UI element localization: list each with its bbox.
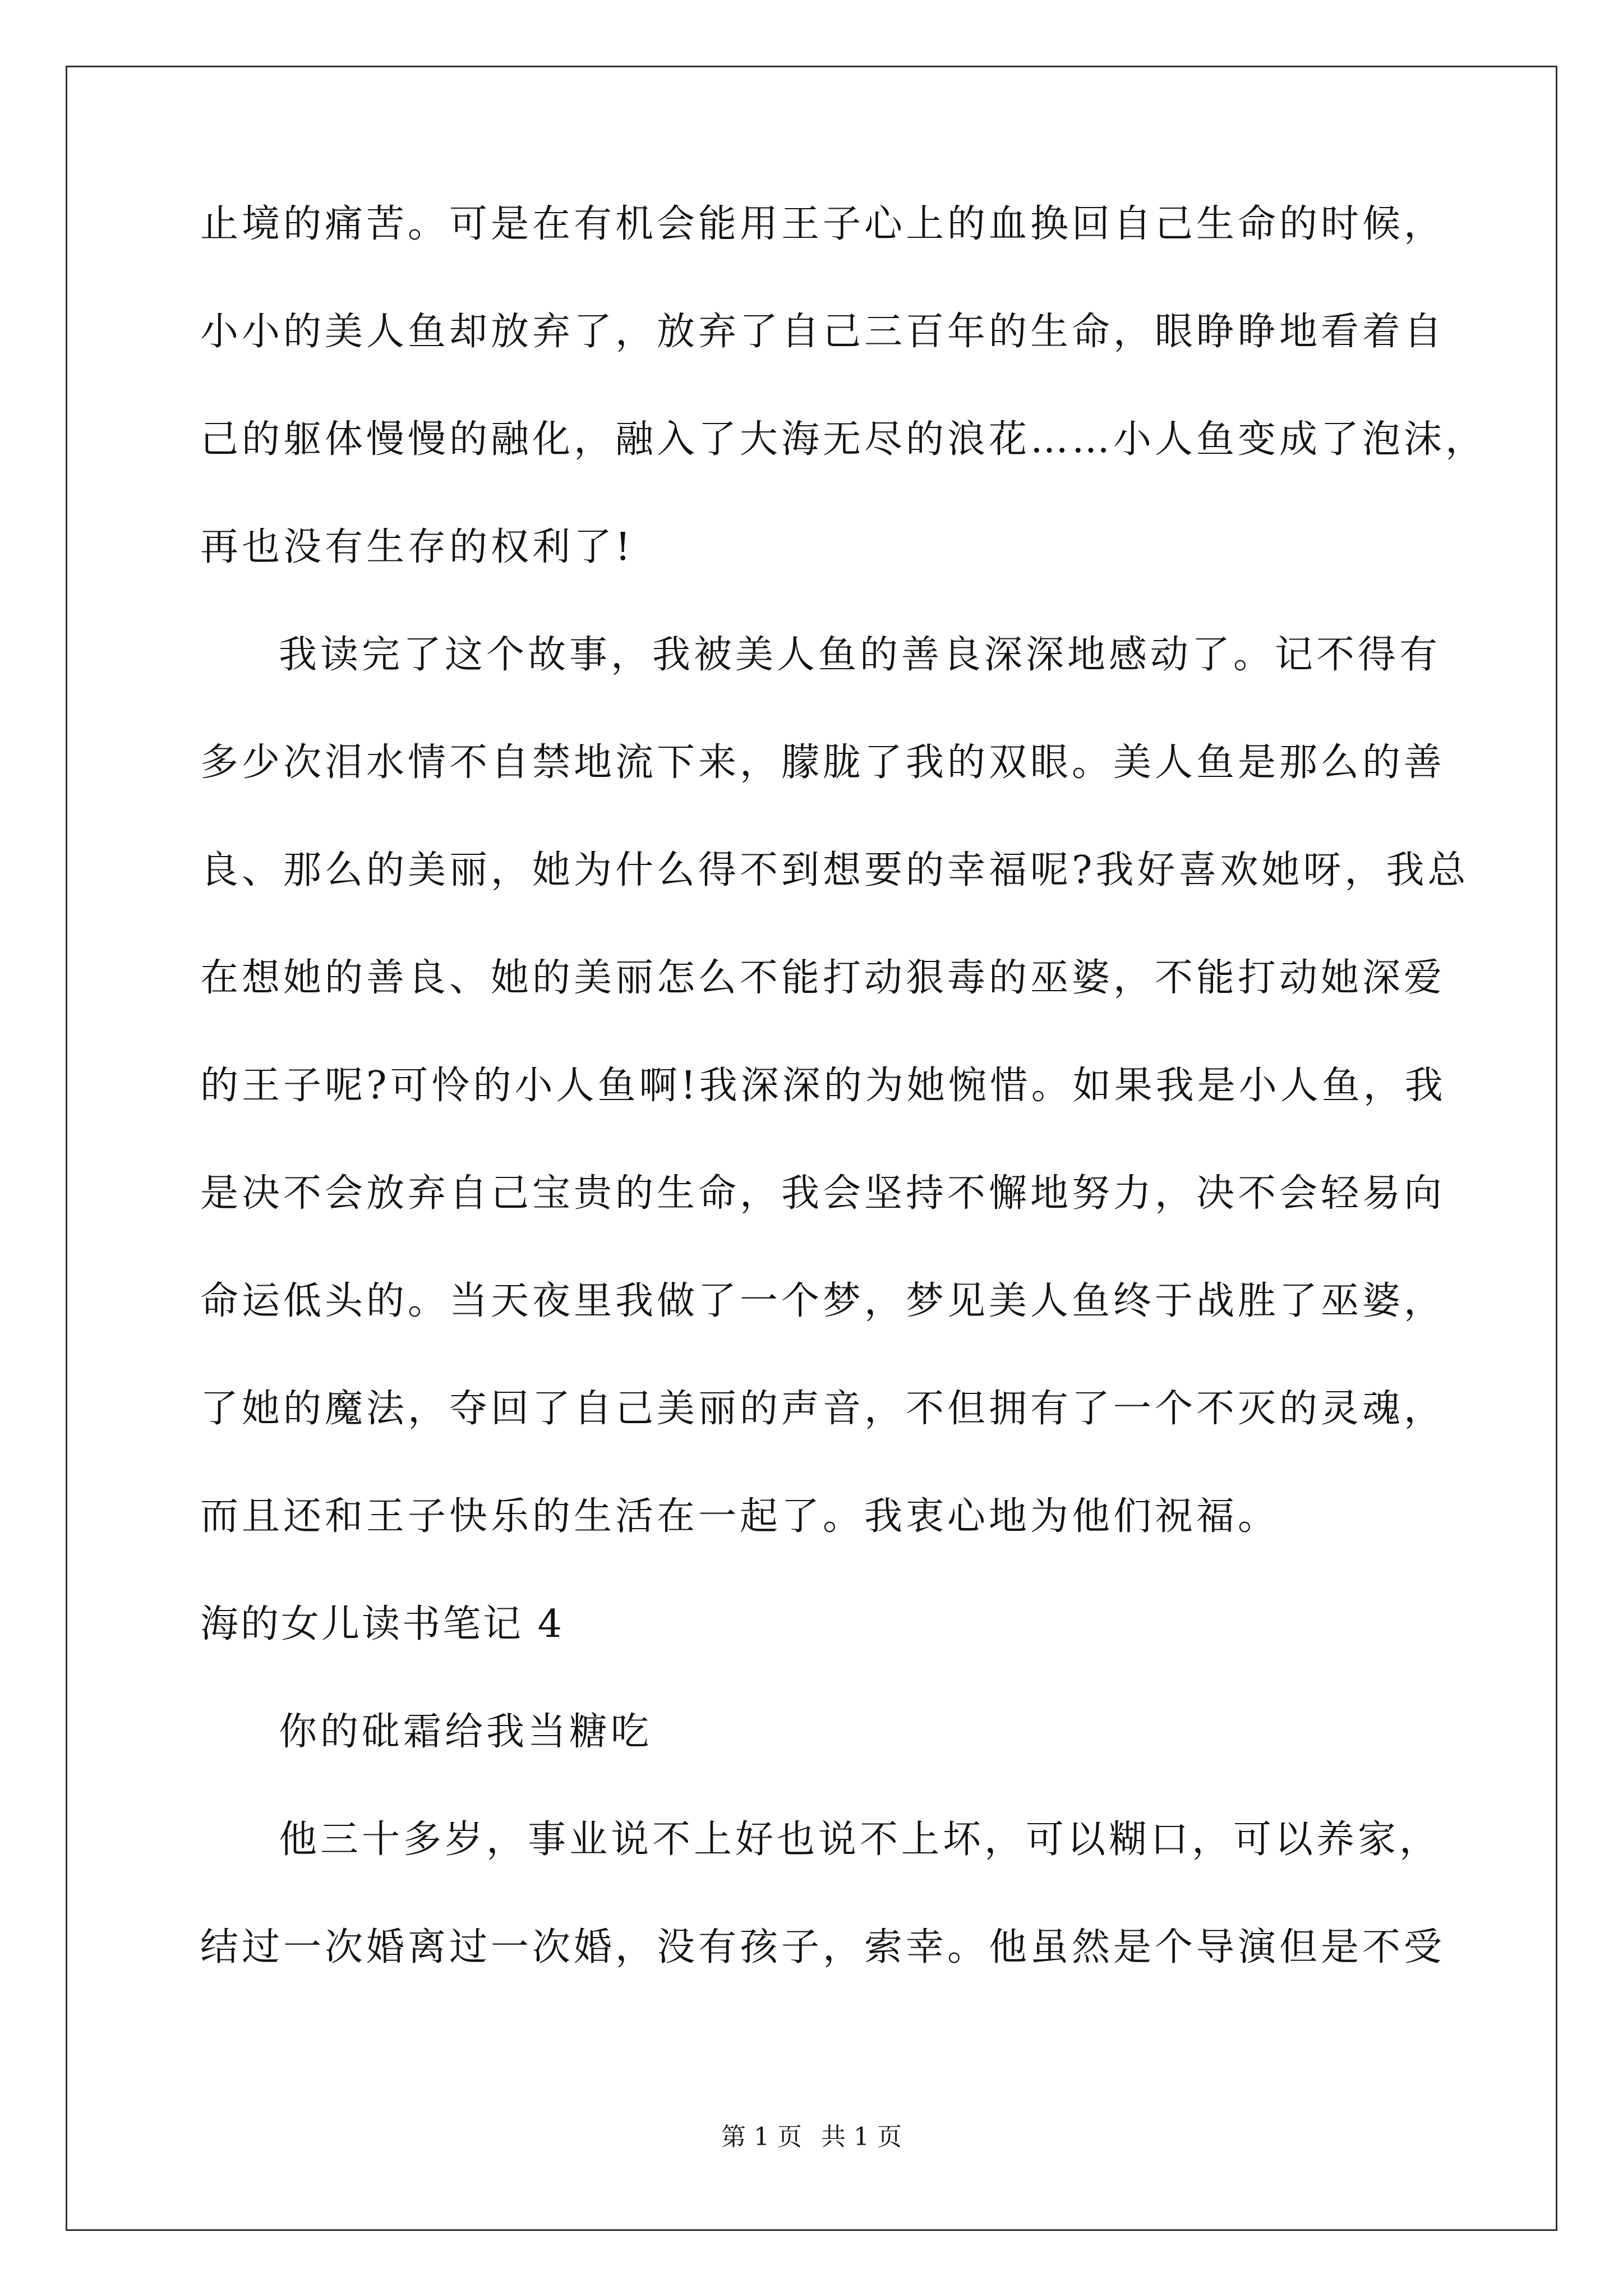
- text-line: 再也没有生存的权利了!: [200, 525, 634, 569]
- text-line: 在想她的善良、她的美丽怎么不能打动狠毒的巫婆，不能打动她深爱: [200, 956, 1446, 1000]
- text-line: 了她的魔法，夺回了自己美丽的声音，不但拥有了一个不灭的灵魂，: [200, 1387, 1446, 1431]
- text-line: 小小的美人鱼却放弃了，放弃了自己三百年的生命，眼睁睁地看着自: [200, 310, 1446, 354]
- text-line: 命运低头的。当天夜里我做了一个梦，梦见美人鱼终于战胜了巫婆，: [200, 1279, 1446, 1323]
- text-line: 己的躯体慢慢的融化，融入了大海无尽的浪花……小人鱼变成了泡沫，: [200, 417, 1487, 462]
- page-number: 第 1 页: [721, 2123, 802, 2151]
- text-line: 多少次泪水情不自禁地流下来，朦胧了我的双眼。美人鱼是那么的善: [200, 740, 1446, 785]
- text-line: 他三十多岁，事业说不上好也说不上坏，可以糊口，可以养家，: [279, 1818, 1441, 1862]
- text-line: 良、那么的美丽，她为什么得不到想要的幸福呢?我好喜欢她呀，我总: [200, 848, 1469, 892]
- text-line: 而且还和王子快乐的生活在一起了。我衷心地为他们祝福。: [200, 1494, 1280, 1539]
- page-frame: [66, 66, 1557, 2231]
- text-line: 结过一次婚离过一次婚，没有孩子，索幸。他虽然是个导演但是不受: [200, 1925, 1446, 1970]
- text-line: 是决不会放弃自己宝贵的生命，我会坚持不懈地努力，决不会轻易向: [200, 1171, 1446, 1216]
- text-line: 的王子呢?可怜的小人鱼啊!我深深的为她惋惜。如果我是小人鱼，我: [200, 1064, 1446, 1108]
- text-line: 止境的痛苦。可是在有机会能用王子心上的血换回自己生命的时候，: [200, 202, 1446, 246]
- text-line: 我读完了这个故事，我被美人鱼的善良深深地感动了。记不得有: [279, 633, 1441, 677]
- page-footer: [0, 2120, 1623, 2154]
- text-line: 你的砒霜给我当糖吃: [279, 1710, 653, 1754]
- page-total: 共 1 页: [821, 2123, 902, 2151]
- section-heading: 海的女儿读书笔记 4: [200, 1602, 564, 1646]
